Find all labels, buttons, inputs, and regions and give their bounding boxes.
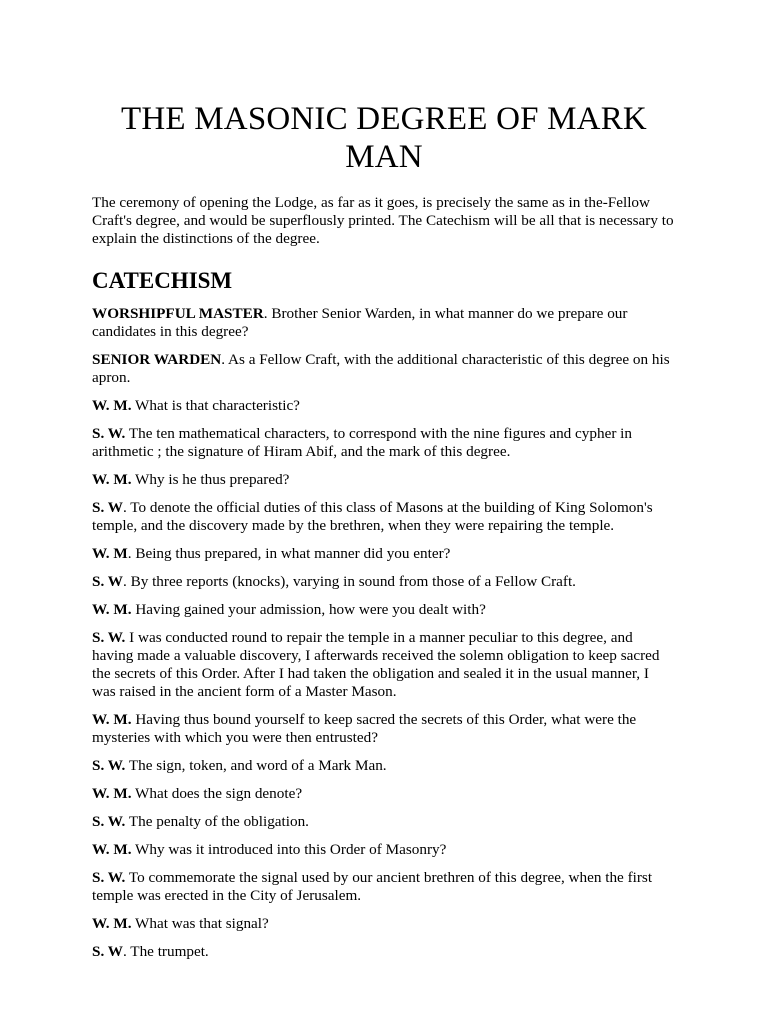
speaker-label: S. W. — [92, 869, 126, 886]
catechism-entry — [92, 545, 676, 563]
catechism-entry — [92, 813, 676, 831]
speaker-label: W. M. — [92, 471, 132, 488]
speaker-label: S. W. — [92, 629, 126, 646]
intro-paragraph: The ceremony of opening the Lodge, as far as it goes, is precisely the same as in the-Fellow Craft's degree, and would be superflously printed. The Catechism will be all that is necessary to explain the distinctions of the degree. — [92, 194, 674, 247]
speaker-separator: . — [127, 545, 132, 562]
entry-text: The sign, token, and word of a Mark Man. — [125, 757, 387, 774]
document-title — [92, 100, 676, 176]
entry-text: Being thus prepared, in what manner did you enter? — [131, 545, 451, 562]
speaker-label: W. M. — [92, 711, 132, 728]
speaker-label: W. M. — [92, 601, 132, 618]
catechism-entry — [92, 305, 676, 341]
speaker-label: S. W. — [92, 813, 126, 830]
speaker-separator: . — [122, 943, 127, 960]
title-line-1: THE MASONIC DEGREE OF MARK — [121, 101, 647, 137]
speaker-label: S. W. — [92, 757, 126, 774]
entry-text: Brother Senior Warden, in what manner do we prepare our candidates in this degree? — [92, 305, 628, 340]
catechism-entry — [92, 425, 676, 461]
catechism-entry — [92, 841, 676, 859]
speaker-separator: . — [221, 351, 226, 368]
catechism-entry — [92, 601, 676, 619]
catechism-entry — [92, 351, 676, 387]
entry-text: To denote the official duties of this class of Masons at the building of King Solomon's temple, and the discovery made by the brethren, when they were repairing the temple. — [92, 499, 653, 534]
entry-text: By three reports (knocks), varying in sound from those of a Fellow Craft. — [126, 573, 576, 590]
entry-text: To commemorate the signal used by our ancient brethren of this degree, when the first temple was erected in the City of Jerusalem. — [92, 869, 653, 904]
section-heading: CATECHISM — [92, 268, 233, 293]
speaker-label: W. M. — [92, 397, 132, 414]
catechism-entries — [92, 305, 676, 961]
catechism-entry — [92, 629, 676, 701]
catechism-entry — [92, 785, 676, 803]
speaker-label: W. M. — [92, 915, 132, 932]
speaker-separator: . — [122, 573, 127, 590]
title-line-2: MAN — [345, 139, 423, 175]
catechism-entry — [92, 573, 676, 591]
catechism-entry — [92, 869, 676, 905]
speaker-label: WORSHIPFUL MASTER — [92, 305, 264, 322]
catechism-entry — [92, 499, 676, 535]
catechism-entry — [92, 943, 676, 961]
speaker-label: W. M. — [92, 785, 132, 802]
catechism-entry — [92, 757, 676, 775]
speaker-label: S. W — [92, 499, 123, 516]
entry-text: Why was it introduced into this Order of Masonry? — [131, 841, 447, 858]
entry-text: The penalty of the obligation. — [125, 813, 309, 830]
entry-text: Having gained your admission, how were you dealt with? — [131, 601, 486, 618]
catechism-entry — [92, 711, 676, 747]
entry-text: I was conducted round to repair the temple in a manner peculiar to this degree, and having made a valuable discovery, I afterwards received the solemn obligation to keep sacred the secrets of this Order. After I had taken the obligation and sealed it in the usual manner, I was raised in the ancient form of a Master Mason. — [92, 629, 660, 700]
speaker-label: S. W — [92, 943, 123, 960]
entry-text: What does the sign denote? — [131, 785, 303, 802]
speaker-label: SENIOR WARDEN — [92, 351, 222, 368]
entry-text: Why is he thus prepared? — [131, 471, 290, 488]
entry-text: Having thus bound yourself to keep sacred the secrets of this Order, what were the mysteries with which you were then entrusted? — [92, 711, 637, 746]
catechism-entry — [92, 397, 676, 415]
entry-text: What is that characteristic? — [131, 397, 300, 414]
speaker-separator: . — [122, 499, 127, 516]
entry-text: As a Fellow Craft, with the additional characteristic of this degree on his apron. — [92, 351, 670, 386]
speaker-label: W. M. — [92, 841, 132, 858]
entry-text: The ten mathematical characters, to correspond with the nine figures and cypher in arithmetic ; the signature of Hiram Abif, and the mark of this degree. — [92, 425, 632, 460]
speaker-label: S. W. — [92, 425, 126, 442]
speaker-separator: . — [263, 305, 268, 322]
catechism-entry — [92, 915, 676, 933]
catechism-entry — [92, 471, 676, 489]
entry-text: The trumpet. — [126, 943, 209, 960]
speaker-label: S. W — [92, 573, 123, 590]
speaker-label: W. M — [92, 545, 128, 562]
entry-text: What was that signal? — [131, 915, 269, 932]
